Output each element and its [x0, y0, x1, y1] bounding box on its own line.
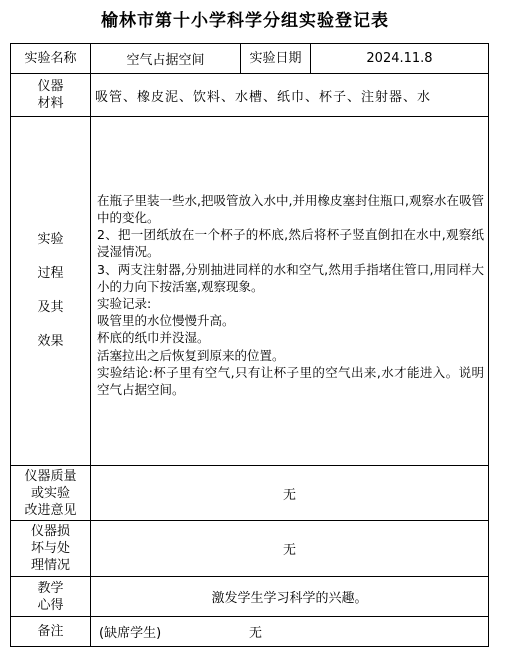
experiment-name-label: 实验名称	[11, 44, 91, 74]
process-label-line: 实验	[37, 232, 64, 247]
process-text	[91, 192, 488, 398]
process-label-line: 及其	[37, 300, 64, 315]
process-label-line: 效果	[37, 334, 64, 349]
equipment-row	[11, 74, 489, 117]
process-line: 3、两支注射器,分别抽进同样的水和空气,然用手指堵住管口,用同样大小的力向下按活塞,观察现象。	[97, 261, 484, 294]
equipment-value: 吸管、橡皮泥、饮料、水槽、纸巾、杯子、注射器、水	[91, 74, 489, 117]
process-line: 实验结论:杯子里有空气,只有让杯子里的空气出来,水才能进入。说明空气占据空间。	[97, 364, 484, 398]
process-line: 实验记录:	[97, 296, 152, 311]
teaching-row	[11, 577, 489, 617]
process-content	[91, 117, 489, 466]
process-row	[11, 117, 489, 466]
remarks-inner	[91, 622, 488, 641]
process-label	[11, 117, 91, 466]
teaching-label-line: 教学	[37, 580, 64, 596]
equipment-label-line1: 仪器	[37, 79, 64, 94]
damage-label-line: 坏与处	[30, 541, 70, 556]
quality-label	[11, 466, 91, 521]
remarks-value: 无	[249, 626, 263, 641]
absent-students-note: (缺席学生)	[99, 626, 162, 641]
teaching-label	[11, 577, 91, 617]
damage-label-line: 仪器损	[30, 524, 70, 539]
equipment-label-line2: 材料	[37, 96, 64, 111]
experiment-name-value: 空气占据空间	[91, 44, 241, 74]
process-line: 吸管里的水位慢慢升高。	[97, 313, 235, 329]
remarks-content	[91, 617, 489, 647]
damage-value: 无	[91, 521, 489, 577]
remarks-label: 备注	[11, 617, 91, 647]
process-line: 在瓶子里装一些水,把吸管放入水中,并用橡皮塞封住瓶口,观察水在吸管中的变化。	[97, 192, 484, 225]
experiment-date-label: 实验日期	[241, 44, 311, 74]
experiment-date-value: 2024.11.8	[311, 44, 489, 74]
process-line: 2、把一团纸放在一个杯子的杯底,然后将杯子竖直倒扣在水中,观察纸浸湿情况。	[97, 227, 484, 260]
quality-row	[11, 466, 489, 521]
process-line: 活塞拉出之后恢复到原来的位置。	[97, 347, 285, 363]
registration-table	[10, 43, 489, 647]
quality-value: 无	[91, 466, 489, 521]
damage-row	[11, 521, 489, 577]
damage-label	[11, 521, 91, 577]
process-line: 杯底的纸巾并没湿。	[97, 330, 210, 346]
quality-label-line: 仪器质量	[24, 468, 77, 484]
form-title: 榆林市第十小学科学分组实验登记表	[101, 11, 389, 31]
teaching-value: 激发学生学习科学的兴趣。	[91, 577, 489, 617]
quality-label-line: 改进意见	[24, 502, 77, 518]
equipment-label	[11, 74, 91, 117]
damage-label-line: 理情况	[30, 558, 70, 573]
remarks-row	[11, 617, 489, 647]
header-row	[11, 44, 489, 74]
teaching-label-line: 心得	[37, 597, 64, 613]
process-label-line: 过程	[37, 266, 64, 281]
quality-label-line: 或实验	[30, 485, 70, 501]
